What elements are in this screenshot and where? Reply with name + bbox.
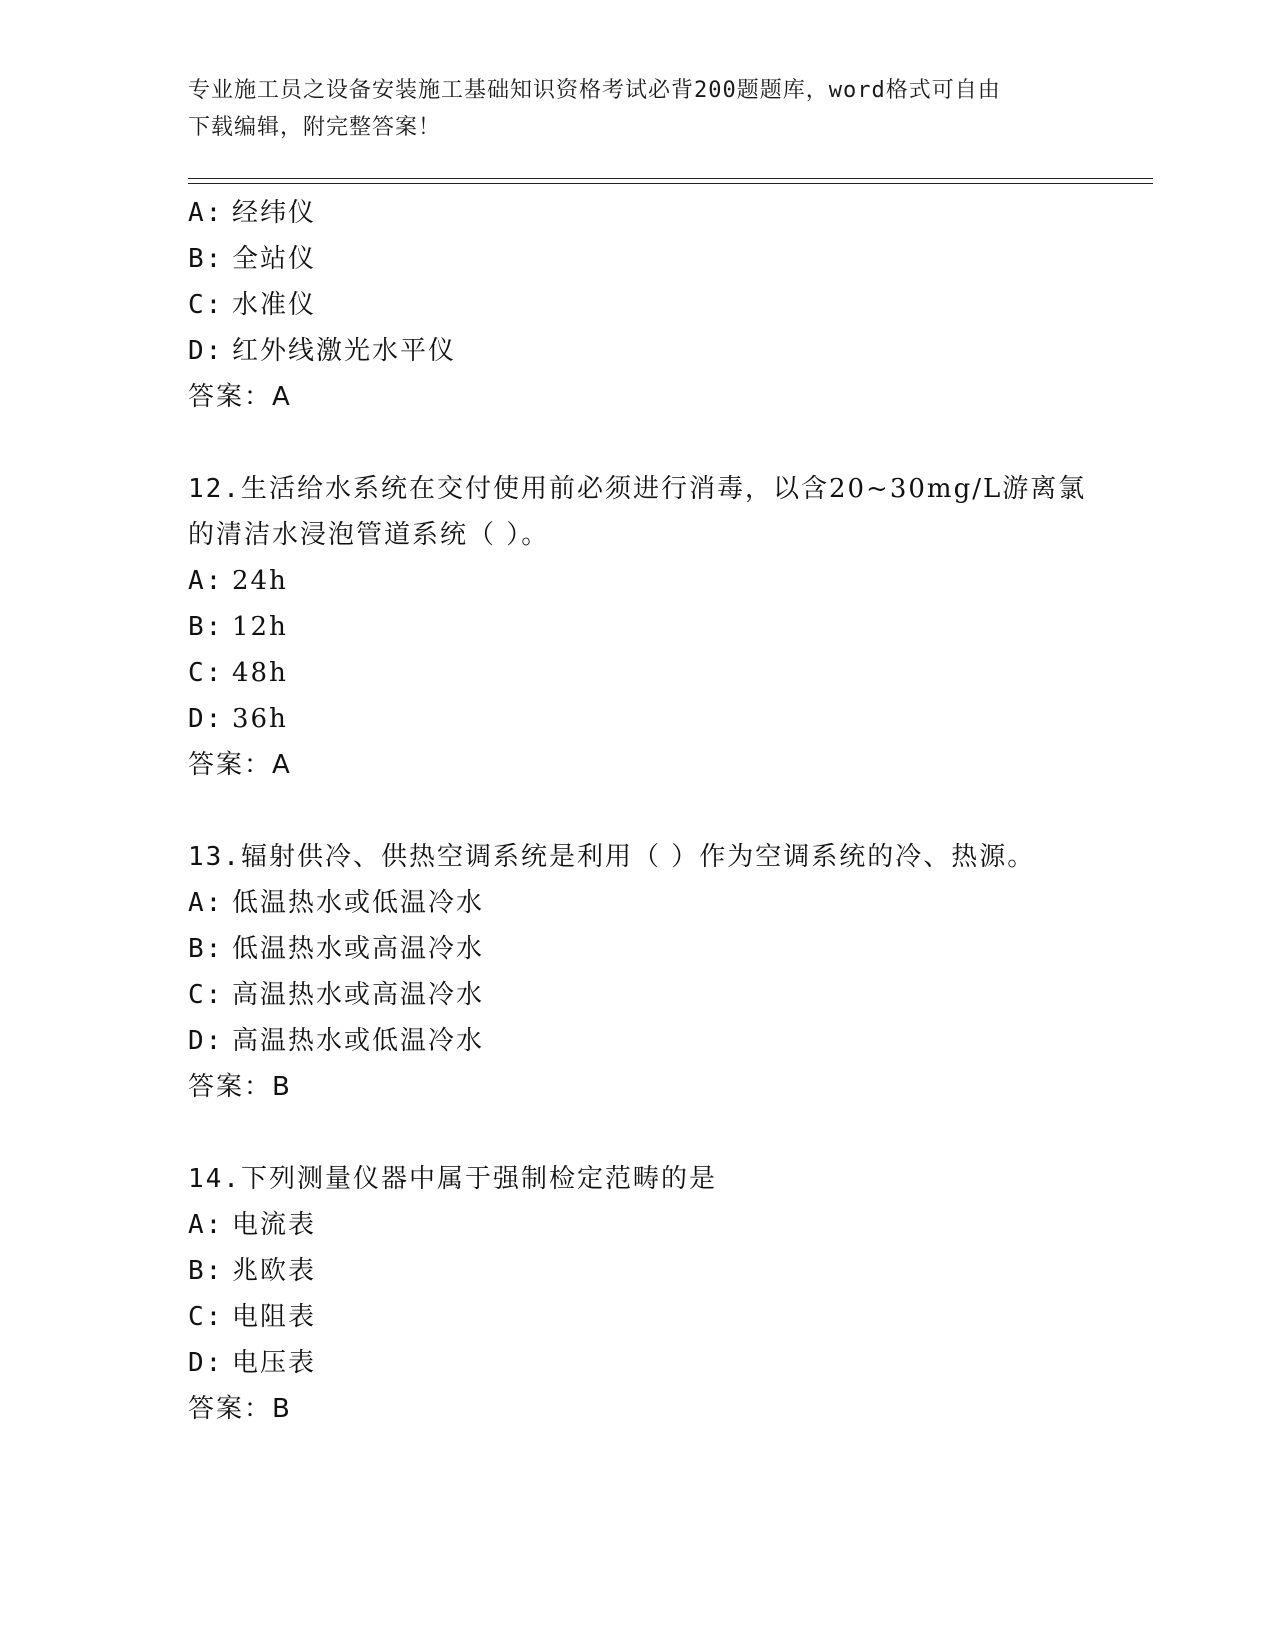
option-text: 低温热水或高温冷水 bbox=[232, 934, 485, 964]
option-letter: D: bbox=[188, 704, 224, 734]
question-list bbox=[188, 190, 1138, 1432]
option-text: 红外线激光水平仪 bbox=[232, 336, 457, 366]
option-a bbox=[188, 880, 1138, 926]
question-number: 13. bbox=[188, 842, 241, 872]
answer-line bbox=[188, 1386, 1138, 1432]
option-b bbox=[188, 1248, 1138, 1294]
answer-label: 答案： bbox=[188, 750, 273, 780]
question-block-14 bbox=[188, 1156, 1138, 1432]
answer-value: B bbox=[272, 1394, 290, 1424]
answer-value: A bbox=[272, 382, 290, 412]
option-b bbox=[188, 604, 1138, 650]
option-c bbox=[188, 1294, 1138, 1340]
option-letter: D: bbox=[188, 1026, 224, 1056]
spacer bbox=[188, 788, 1138, 834]
option-c bbox=[188, 650, 1138, 696]
option-text: 水准仪 bbox=[232, 290, 317, 320]
answer-line bbox=[188, 1064, 1138, 1110]
option-b bbox=[188, 926, 1138, 972]
option-text: 36h bbox=[232, 704, 288, 734]
option-text: 电阻表 bbox=[232, 1302, 317, 1332]
question-stem-line-1: 辐射供冷、供热空调系统是利用（ ）作为空调系统的冷、热源。 bbox=[240, 842, 1036, 872]
option-letter: C: bbox=[188, 290, 224, 320]
option-c bbox=[188, 282, 1138, 328]
option-d bbox=[188, 696, 1138, 742]
question-stem bbox=[188, 1156, 1088, 1202]
option-letter: B: bbox=[188, 612, 224, 642]
option-text: 兆欧表 bbox=[232, 1256, 317, 1286]
option-text: 24h bbox=[232, 566, 288, 596]
option-letter: A: bbox=[188, 1210, 224, 1240]
option-letter: C: bbox=[188, 658, 224, 688]
option-letter: B: bbox=[188, 1256, 224, 1286]
answer-label: 答案： bbox=[188, 382, 273, 412]
question-number: 12. bbox=[188, 474, 241, 504]
header-divider-top bbox=[188, 178, 1153, 179]
option-text: 高温热水或低温冷水 bbox=[232, 1026, 485, 1056]
option-text: 12h bbox=[232, 612, 288, 642]
answer-label: 答案： bbox=[188, 1072, 273, 1102]
question-block-prev bbox=[188, 190, 1138, 420]
option-a bbox=[188, 190, 1138, 236]
header-divider-bottom bbox=[188, 183, 1153, 184]
option-d bbox=[188, 1340, 1138, 1386]
document-header bbox=[188, 72, 1088, 146]
answer-line bbox=[188, 742, 1138, 788]
question-block-13 bbox=[188, 834, 1138, 1110]
option-letter: C: bbox=[188, 980, 224, 1010]
question-stem-line-2: 的清洁水浸泡管道系统（ ）。 bbox=[188, 520, 550, 550]
header-line-1: 专业施工员之设备安装施工基础知识资格考试必背200题题库，word格式可自由 bbox=[188, 78, 1001, 103]
question-stem-line-1: 生活给水系统在交付使用前必须进行消毒，以含20~30mg/L游离氯 bbox=[240, 474, 1087, 504]
option-letter: A: bbox=[188, 198, 224, 228]
question-block-12 bbox=[188, 466, 1138, 788]
option-letter: A: bbox=[188, 566, 224, 596]
option-text: 高温热水或高温冷水 bbox=[232, 980, 485, 1010]
option-letter: A: bbox=[188, 888, 224, 918]
question-number: 14. bbox=[188, 1164, 241, 1194]
question-stem bbox=[188, 834, 1088, 880]
option-text: 电压表 bbox=[232, 1348, 317, 1378]
option-c bbox=[188, 972, 1138, 1018]
option-a bbox=[188, 1202, 1138, 1248]
option-letter: D: bbox=[188, 1348, 224, 1378]
option-b bbox=[188, 236, 1138, 282]
question-stem bbox=[188, 466, 1088, 558]
header-line-2: 下载编辑，附完整答案！ bbox=[188, 115, 442, 140]
question-stem-line-1: 下列测量仪器中属于强制检定范畴的是 bbox=[240, 1164, 717, 1194]
option-text: 48h bbox=[232, 658, 288, 688]
option-text: 低温热水或低温冷水 bbox=[232, 888, 485, 918]
answer-value: B bbox=[272, 1072, 290, 1102]
option-letter: B: bbox=[188, 934, 224, 964]
spacer bbox=[188, 1110, 1138, 1156]
option-letter: C: bbox=[188, 1302, 224, 1332]
spacer bbox=[188, 420, 1138, 466]
option-text: 经纬仪 bbox=[232, 198, 317, 228]
answer-line bbox=[188, 374, 1138, 420]
option-d bbox=[188, 328, 1138, 374]
option-text: 全站仪 bbox=[232, 244, 317, 274]
option-letter: D: bbox=[188, 336, 224, 366]
option-letter: B: bbox=[188, 244, 224, 274]
answer-label: 答案： bbox=[188, 1394, 273, 1424]
option-text: 电流表 bbox=[232, 1210, 317, 1240]
answer-value: A bbox=[272, 750, 290, 780]
option-d bbox=[188, 1018, 1138, 1064]
option-a bbox=[188, 558, 1138, 604]
